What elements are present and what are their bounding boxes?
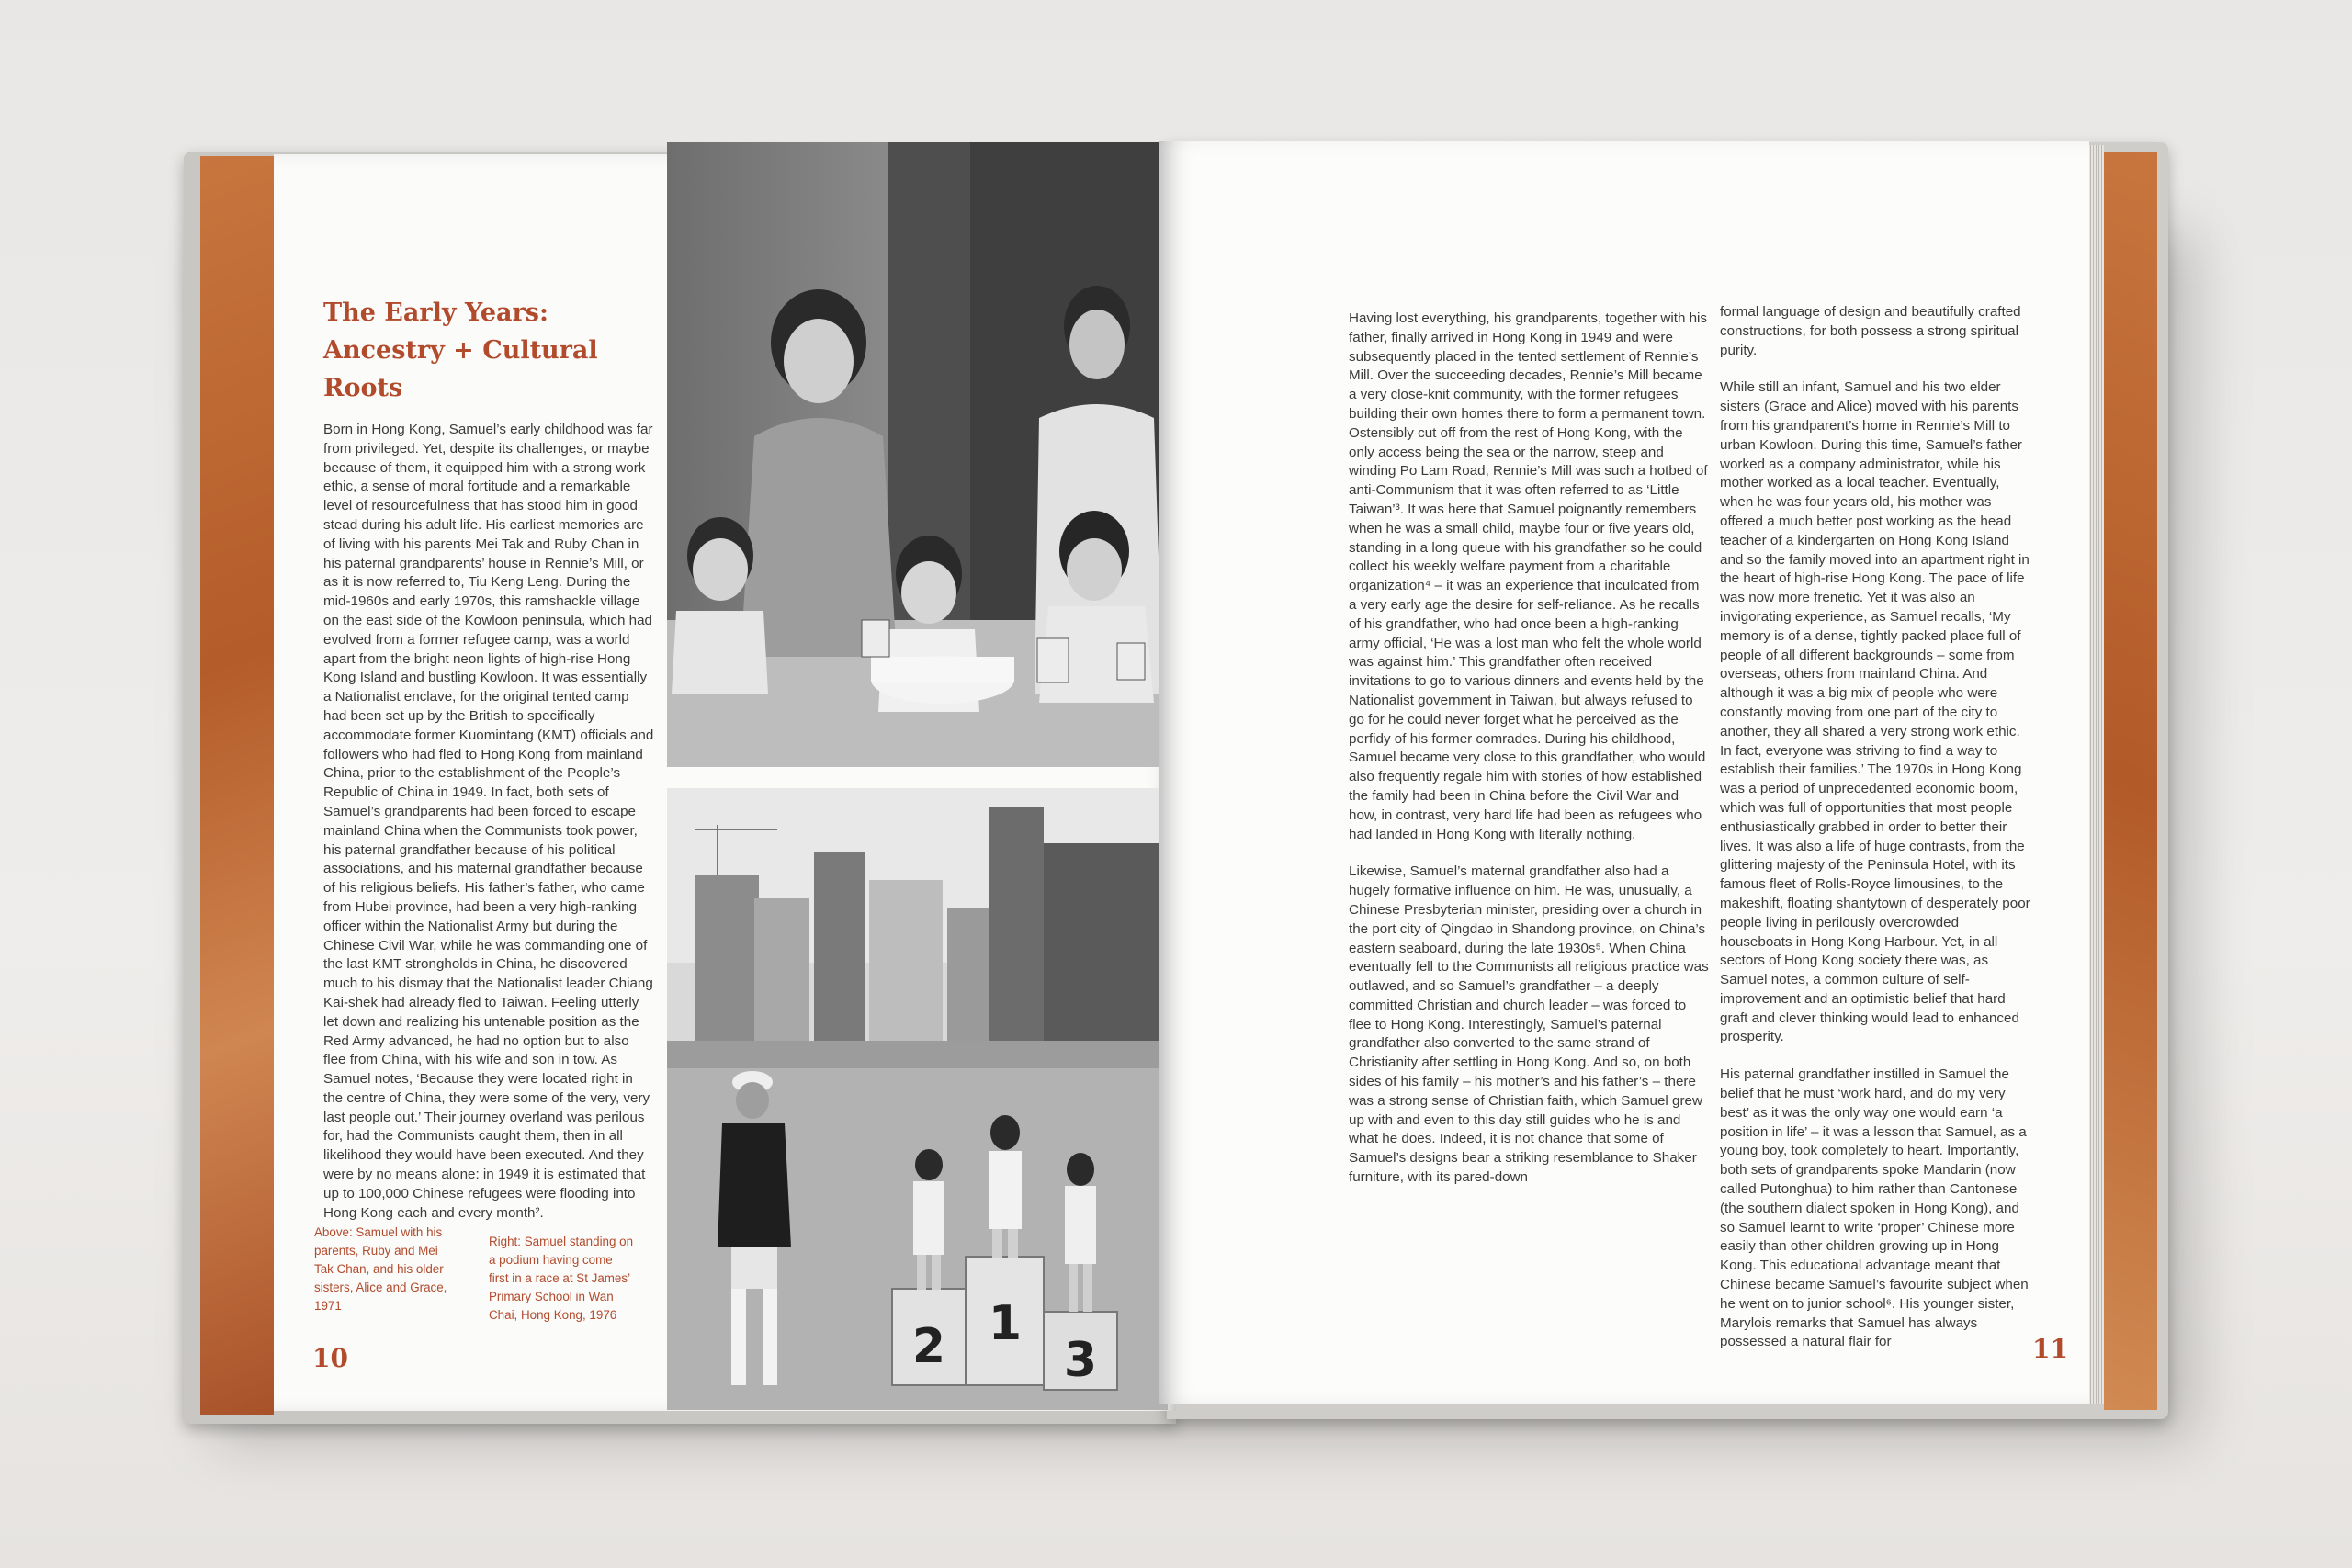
right-col2-paragraph-1: formal language of design and beautifully crafted constructions, for both possess a strong spiritual purity. xyxy=(1720,304,2021,358)
right-col2-paragraph-2: While still an infant, Samuel and his two elder sisters (Grace and Alice) moved with his parents from his grandparent’s home in Rennie’s Mill to urban Kowloon. During this time, Samuel’s father worked as a company administrator, while his mother worked as a local teacher. Eventually, when he was four years old, his mother was offered a much better post working as the head teacher of a kindergarten on Hong Kong Island and so the family moved into an apartment right in the heart of high-rise Hong Kong. The pace of life was now more frenetic. Yet it was also an invigorating experience, as Samuel recalls, ‘My memory is of a dense, tightly packed place full of people of all different backgrounds – some from overseas, others from mainland China. And although it was a big mix of people who were constantly moving from one part of the city to another, they all shared a very strong work ethic. In fact, everyone was striving to find a way to establish their families.’ The 1970s in Hong Kong was a period of unprecedented economic boom, which was full of opportunities that most people enthusiastically grabbed in order to better their lives. It was also a life of huge contrasts, from the glittering majesty of the Peninsula Hotel, with its famous fleet of Rolls-Royce limousines, to the makeshift, floating shantytown of desperately poor people living in perilously overcrowded houseboats in Hong Kong Harbour. Yet, in all sectors of Hong Kong society there was, as Samuel notes, a common culture of self-improvement and an optimistic belief that hard graft and clever thinking would lead to enhanced prosperity. xyxy=(1720,379,2030,1045)
left-body-paragraph: Born in Hong Kong, Samuel’s early childhood was far from privileged. Yet, despite its challenges, or maybe because of them, it equipped him with a strong work ethic, a sense of moral fortitude and a remarkable level of resourcefulness that has stood him in good stead during his adult life. His earliest memories are of living with his parents Mei Tak and Ruby Chan in his paternal grandparents’ house in Rennie’s Mill, or as it is now referred to, Tiu Keng Leng. During the mid-1960s and early 1970s, this ramshackle village on the east side of the Kowloon peninsula, which had evolved from a former refugee camp, was a world apart from the bright neon lights of high-rise Hong Kong Island and bustling Kowloon. It was essentially a Nationalist enclave, for the original tented camp had been set up by the British to specifically accommodate former Kuomintang (KMT) officials and followers who had fled to Hong Kong from mainland China, prior to the establishment of the People’s Republic of China in 1949. In fact, both sets of Samuel’s grandparents had been forced to escape mainland China when the Communists took power, his paternal grandfather because of his political associations, and his maternal grandfather because of his religious beliefs. His father’s father, who came from Hubei province, had been a very high-ranking officer within the Nationalist Army but during the Chinese Civil War, while he was commanding one of the last KMT strongholds in China, he discovered much to his dismay that the Nationalist leader Chiang Kai-shek had already fled to Taiwan. Feeling utterly let down and realizing his untenable position as the Red Army advanced, he had no option but to also flee from China, with his wife and son in tow. As Samuel notes, ‘Because they were located right in the centre of China, they were some of the very, very last people out.’ Their journey overland was perilous for, had the Communists caught them, then in all likelihood they would have been executed. And they were by no means alone: in 1949 it is estimated that up to 100,000 Chinese refugees were flooding into Hong Kong each and every month². xyxy=(323,422,654,1221)
right-col2-paragraph-3: His paternal grandfather instilled in Samuel the belief that he must ‘work hard, and do my very best’ as it was the only way one would earn ‘a position in life’ – it was a lesson that Samuel, as a young boy, took completely to heart. Importantly, both sets of grandparents spoke Mandarin (now called Putonghua) to him rather than Cantonese (the southern dialect spoken in Hong Kong), and so Samuel learnt to write ‘proper’ Chinese more easily than other children growing up in Hong Kong. This educational advantage meant that Chinese became Samuel’s favourite subject when he went on to junior school⁶. His younger sister, Marylois remarks that Samuel has always possessed a natural flair for xyxy=(1720,1066,2029,1350)
podium-number-first: 1 xyxy=(988,1296,1023,1351)
chapter-heading-line-2: Ancestry + Cultural Roots xyxy=(323,336,598,402)
endpaper-right xyxy=(2104,152,2157,1410)
page-number-right: 11 xyxy=(2032,1334,2068,1364)
right-col1-paragraph-1: Having lost everything, his grandparents, together with his father, finally arrived in Hong Kong in 1949 and were subsequently placed in the tented settlement of Rennie’s Mill. Over the succeeding decades, Rennie’s Mill became a very close-knit community, with the former refugees building their own homes there to form a permanent town. Ostensibly cut off from the rest of Hong Kong, with the only access being the sea or the narrow, steep and winding Po Lam Road, Rennie’s Mill was such a hotbed of anti-Communism that it was often referred to as ‘Little Taiwan’³. It was here that Samuel poignantly remembers when he was a small child, maybe four or five years old, standing in a long queue with his grandfather so he could collect his weekly welfare payment from a charitable organization⁴ – it was an experience that inculcated from a very early age the desire for self-reliance. As he recalls of his grandfather, who had once been a high-ranking army official, ‘He was a lost man who felt the whole world was against him.’ This grandfather often received invitations to go to various dinners and events held by the Nationalist government in Taiwan, but always refused to go for he could never forget what he perceived as the perfidy of his former comrades. During his childhood, Samuel became very close to this grandfather, who would also frequently regale him with stories of how established the family had been in China before the Civil War and how, in contrast, very hard life had been as refugees who had landed in Hong Kong with literally nothing. xyxy=(1349,310,1708,842)
podium-photo xyxy=(667,788,1168,1410)
chapter-heading xyxy=(323,294,673,407)
caption-right: Right: Samuel standing on a podium having come first in a race at St James’ Primary School in Wan Chai, Hong Kong, 1976 xyxy=(489,1235,634,1322)
family-photo-image xyxy=(667,142,1168,767)
left-body-text xyxy=(323,421,654,1241)
podium-photo-image xyxy=(667,788,1168,1410)
podium-number-second: 2 xyxy=(911,1319,946,1374)
podium-number-third: 3 xyxy=(1063,1333,1098,1388)
right-column-2 xyxy=(1720,303,2032,1371)
right-col1-paragraph-2: Likewise, Samuel’s maternal grandfather also had a hugely formative influence on him. He was, unusually, a Chinese Presbyterian minister, presiding over a church in the port city of Qingdao in Shandong province, on China’s eastern seaboard, during the late 1930s⁵. When China eventually fell to the Communists all religious practice was outlawed, and so Samuel’s grandfather – a deeply committed Christian and church leader – was forced to flee to Hong Kong. Interestingly, Samuel’s paternal grandfather also converted to the same strand of Christianity after settling in Hong Kong. And so, on both sides of his family – his mother’s and his father’s – there was a strong sense of Christian faith, which Samuel grew up with and even to this day still guides who he is and what he does. Indeed, it is not chance that some of Samuel’s designs bear a striking resemblance to Shaker furniture, with its pared-down xyxy=(1349,863,1709,1186)
caption-above: Above: Samuel with his parents, Ruby and Mei Tak Chan, and his older sisters, Alice and Grace, 1971 xyxy=(314,1225,447,1313)
chapter-heading-line-1: The Early Years: xyxy=(323,299,548,327)
family-photo xyxy=(667,142,1168,767)
page-number-left: 10 xyxy=(312,1343,348,1373)
right-column-1 xyxy=(1349,310,1709,1206)
endpaper-left xyxy=(200,156,274,1415)
